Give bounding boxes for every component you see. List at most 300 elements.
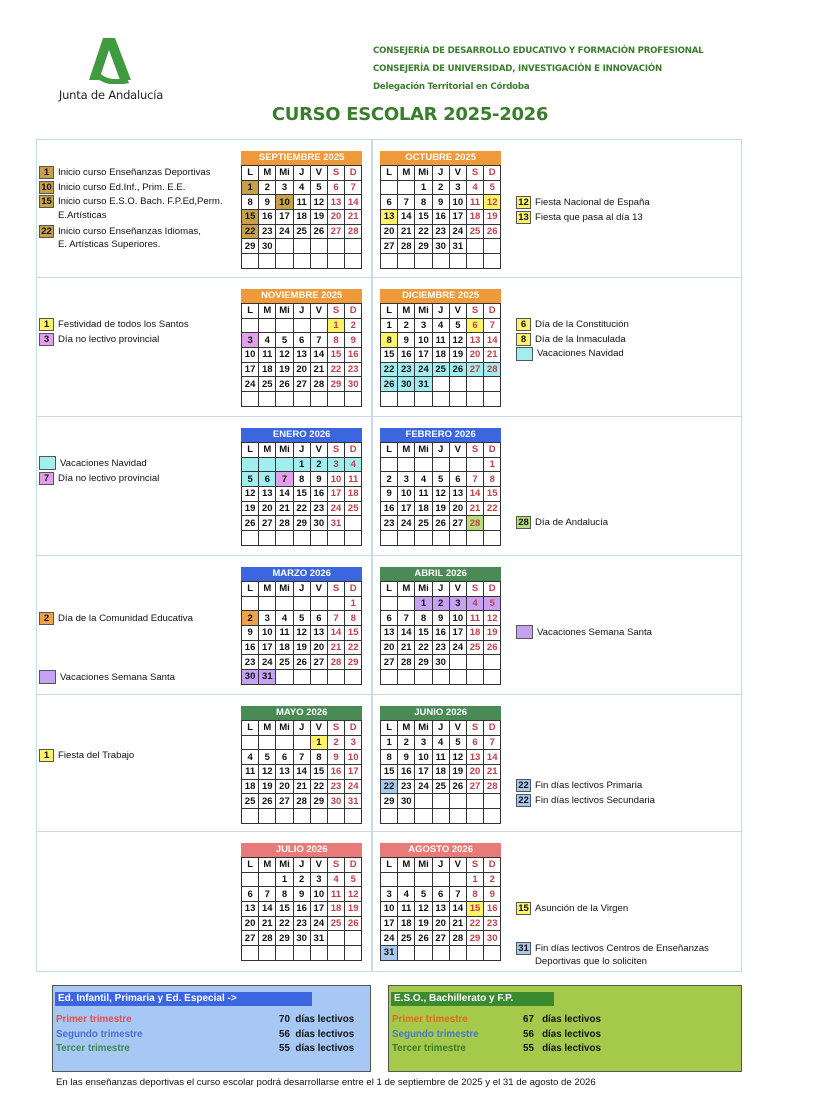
day-cell: 15 [381,765,398,780]
day-cell: 8 [466,887,483,902]
empty-cell [381,457,398,472]
day-cell: 25 [276,655,293,670]
legend-text: Festividad de todos los Santos [58,318,189,330]
weekday-header: V [449,304,466,319]
day-cell: 2 [259,180,276,195]
day-cell: 1 [415,180,432,195]
weekday-header: Mi [415,721,432,736]
day-cell: 24 [259,655,276,670]
empty-cell [327,254,344,269]
empty-cell [276,318,293,333]
day-cell: 13 [259,487,276,502]
empty-cell [466,794,483,809]
day-cell: 11 [432,750,449,765]
empty-cell [242,254,259,269]
day-cell: 25 [293,224,310,239]
weekday-header: S [466,582,483,597]
day-cell: 28 [398,239,415,254]
day-cell: 23 [327,779,344,794]
empty-cell [242,735,259,750]
weekday-header: V [449,582,466,597]
day-cell: 26 [432,516,449,531]
day-cell: 2 [381,472,398,487]
legend-swatch [39,670,56,684]
day-cell: 18 [432,765,449,780]
day-cell: 26 [415,931,432,946]
day-cell: 31 [345,794,362,809]
day-cell: 27 [327,224,344,239]
weekday-header: Mi [276,858,293,873]
day-cell: 18 [466,210,483,225]
day-cell: 2 [432,596,449,611]
legend-item [516,901,709,916]
day-cell: 3 [449,596,466,611]
day-cell: 14 [484,333,501,348]
weekday-header: M [398,858,415,873]
day-cell: 28 [259,931,276,946]
day-cell: 22 [242,224,259,239]
month-title: NOVIEMBRE 2025 [241,289,362,303]
weekday-header: V [449,721,466,736]
weekday-header: M [259,721,276,736]
empty-cell [259,946,276,961]
legend-text: Fiesta que pasa al día 13 [535,211,643,223]
month-table [241,442,362,546]
month-legend [39,748,134,763]
weekday-header: V [449,443,466,458]
day-cell: 30 [259,239,276,254]
weekday-header: D [484,582,501,597]
weekday-header: S [466,166,483,181]
day-cell: 10 [381,902,398,917]
logo-text: Junta de Andalucía [58,88,164,102]
empty-cell [310,670,327,685]
day-cell: 7 [345,180,362,195]
empty-cell [327,931,344,946]
weekday-header: J [432,443,449,458]
legend-item [39,611,193,626]
day-cell: 12 [293,626,310,641]
legend-swatch: 22 [516,779,531,792]
day-cell: 21 [293,779,310,794]
month-title: FEBRERO 2026 [380,428,501,442]
legend-swatch: 6 [516,318,531,331]
trimester-days: 56 días lectivos [523,1029,601,1040]
day-cell: 12 [259,765,276,780]
day-cell: 16 [432,210,449,225]
day-cell: 6 [242,887,259,902]
day-cell: 19 [276,362,293,377]
weekday-header: J [432,304,449,319]
day-cell: 30 [484,931,501,946]
day-cell: 4 [415,472,432,487]
day-cell: 22 [276,916,293,931]
weekday-header: M [259,582,276,597]
day-cell: 18 [415,501,432,516]
day-cell: 4 [466,596,483,611]
empty-cell [484,809,501,824]
legend-item [516,332,629,347]
empty-cell [398,670,415,685]
month-table [380,165,501,269]
day-cell: 7 [484,318,501,333]
day-cell: 4 [276,611,293,626]
day-cell: 3 [242,333,259,348]
day-cell: 8 [276,887,293,902]
weekday-header: S [327,166,344,181]
empty-cell [484,377,501,392]
day-cell: 4 [242,750,259,765]
legend-swatch: 1 [39,749,54,762]
day-cell: 19 [449,348,466,363]
day-cell: 24 [276,224,293,239]
empty-cell [381,596,398,611]
day-cell: 15 [381,348,398,363]
day-cell: 14 [398,210,415,225]
month-legend [516,515,608,530]
weekday-header: L [242,443,259,458]
month-panel [372,417,742,556]
day-cell: 14 [484,750,501,765]
day-cell: 23 [432,640,449,655]
legend-item [516,346,629,361]
empty-cell [310,318,327,333]
day-cell: 6 [259,472,276,487]
weekday-header: S [466,443,483,458]
legend-swatch: 22 [516,794,531,807]
legend-text: Inicio curso E.S.O. Bach. F.P.Ed,Perm. [58,196,223,208]
weekday-header: D [484,858,501,873]
day-cell: 31 [327,516,344,531]
day-cell: 16 [432,626,449,641]
day-cell: 27 [466,779,483,794]
day-cell: 24 [398,516,415,531]
empty-cell [398,531,415,546]
legend-swatch: 22 [39,225,54,238]
legend-text: Fin días lectivos Centros de Enseñanzas [535,942,709,954]
day-cell: 18 [242,779,259,794]
day-cell: 17 [259,640,276,655]
empty-cell [398,809,415,824]
day-cell: 18 [327,902,344,917]
month-table [380,720,501,824]
day-cell: 16 [259,210,276,225]
day-cell: 19 [484,210,501,225]
day-cell: 5 [242,472,259,487]
day-cell: 23 [310,501,327,516]
day-cell: 9 [293,887,310,902]
day-cell: 3 [415,318,432,333]
day-cell: 10 [398,487,415,502]
legend-text: Fin días lectivos Secundaria [535,794,655,806]
day-cell: 24 [310,916,327,931]
weekday-header: V [310,443,327,458]
empty-cell [466,239,483,254]
day-cell: 8 [242,195,259,210]
day-cell: 20 [310,640,327,655]
empty-cell [276,809,293,824]
day-cell: 8 [345,611,362,626]
summary-eso [388,985,742,1072]
day-cell: 28 [466,516,483,531]
weekday-header: L [381,858,398,873]
day-cell: 6 [276,750,293,765]
month-panel [372,695,742,832]
day-cell: 20 [381,224,398,239]
weekday-header: D [484,721,501,736]
weekday-header: S [466,858,483,873]
day-cell: 18 [398,916,415,931]
empty-cell [310,531,327,546]
legend-text: Día de la Inmaculada [535,333,626,345]
day-cell: 23 [293,916,310,931]
trimester-label: Primer trimestre [392,1014,468,1025]
empty-cell [466,457,483,472]
month-legend [39,456,159,485]
legend-item [39,317,189,332]
day-cell: 2 [398,735,415,750]
empty-cell [327,239,344,254]
day-cell: 15 [327,348,344,363]
day-cell: 1 [276,872,293,887]
weekday-header: D [484,443,501,458]
day-cell: 8 [327,333,344,348]
empty-cell [432,809,449,824]
weekday-header: J [432,721,449,736]
empty-cell [449,377,466,392]
day-cell: 21 [484,348,501,363]
legend-item [39,194,223,209]
weekday-header: V [449,858,466,873]
month-title: MARZO 2026 [241,567,362,581]
legend-text: Vacaciones Navidad [537,348,624,360]
day-cell: 3 [415,735,432,750]
day-cell: 5 [259,750,276,765]
day-cell: 20 [242,916,259,931]
day-cell: 24 [327,501,344,516]
day-cell: 24 [415,779,432,794]
empty-cell [415,946,432,961]
empty-cell [381,670,398,685]
empty-cell [293,670,310,685]
day-cell: 8 [293,472,310,487]
empty-cell [310,239,327,254]
empty-cell [310,392,327,407]
day-cell: 21 [310,362,327,377]
day-cell: 11 [242,765,259,780]
empty-cell [345,946,362,961]
legend-item [516,625,652,640]
empty-cell [293,946,310,961]
day-cell: 6 [293,333,310,348]
month-title: MAYO 2026 [241,706,362,720]
month-panel [372,139,742,278]
day-cell: 17 [345,765,362,780]
day-cell: 20 [276,779,293,794]
weekday-header: J [432,166,449,181]
trimester-days: 70 días lectivos [279,1014,355,1025]
day-cell: 27 [449,516,466,531]
weekday-header: S [327,858,344,873]
day-cell: 2 [484,872,501,887]
empty-cell [345,516,362,531]
weekday-header: M [259,858,276,873]
summary-primaria [52,985,371,1072]
empty-cell [484,531,501,546]
weekday-header: Mi [276,443,293,458]
day-cell: 30 [293,931,310,946]
day-cell: 20 [466,765,483,780]
day-cell: 1 [381,318,398,333]
day-cell: 23 [398,779,415,794]
month-calendar [241,567,362,685]
day-cell: 21 [398,224,415,239]
day-cell: 16 [345,348,362,363]
day-cell: 17 [415,765,432,780]
legend-item [516,778,655,793]
empty-cell [381,254,398,269]
footnote: En las enseñanzas deportivas el curso escolar podrá desarrollarse entre el 1 de septiembre de 2025 y el 31 de agosto de 2026 [56,1077,596,1088]
day-cell: 9 [432,611,449,626]
day-cell: 28 [484,362,501,377]
day-cell: 12 [310,195,327,210]
empty-cell [432,872,449,887]
weekday-header: M [259,443,276,458]
legend-item [516,317,629,332]
summary-eso-title: E.S.O., Bachillerato y F.P. [391,992,554,1006]
month-title: SEPTIEMBRE 2025 [241,151,362,165]
empty-cell [415,392,432,407]
day-cell: 17 [310,902,327,917]
empty-cell [293,239,310,254]
empty-cell [484,516,501,531]
empty-cell [449,531,466,546]
empty-cell [345,531,362,546]
day-cell: 1 [484,457,501,472]
day-cell: 2 [398,318,415,333]
weekday-header: D [345,304,362,319]
calendar-row [36,695,742,832]
day-cell: 5 [293,611,310,626]
day-cell: 27 [310,655,327,670]
empty-cell [242,457,259,472]
legend-swatch [516,347,533,361]
day-cell: 11 [327,887,344,902]
weekday-header: D [345,166,362,181]
weekday-header: J [293,858,310,873]
day-cell: 2 [293,872,310,887]
month-title: AGOSTO 2026 [380,843,501,857]
day-cell: 9 [242,626,259,641]
empty-cell [398,254,415,269]
empty-cell [381,872,398,887]
empty-cell [484,655,501,670]
legend-text: Fin días lectivos Primaria [535,779,643,791]
empty-cell [449,946,466,961]
empty-cell [293,735,310,750]
day-cell: 6 [466,735,483,750]
day-cell: 3 [259,611,276,626]
day-cell: 3 [381,887,398,902]
day-cell: 30 [310,516,327,531]
day-cell: 13 [381,210,398,225]
legend-item [39,180,223,195]
empty-cell [415,254,432,269]
day-cell: 8 [484,472,501,487]
day-cell: 12 [484,611,501,626]
legend-swatch: 7 [39,472,54,485]
day-cell: 15 [415,626,432,641]
weekday-header: L [381,721,398,736]
day-cell: 30 [432,655,449,670]
legend-swatch: 15 [39,195,54,208]
month-legend [516,778,655,807]
summary-primaria-title: Ed. Infantil, Primaria y Ed. Especial -> [55,992,312,1006]
empty-cell [345,239,362,254]
legend-text: Vacaciones Semana Santa [60,671,176,683]
day-cell: 14 [276,487,293,502]
empty-cell [432,377,449,392]
empty-cell [466,809,483,824]
calendar-row [36,278,742,417]
empty-cell [432,794,449,809]
weekday-header: J [432,582,449,597]
legend-text: Día de Andalucía [535,516,609,528]
legend-item [39,332,189,347]
day-cell: 9 [398,333,415,348]
day-cell: 26 [449,362,466,377]
empty-cell [259,392,276,407]
day-cell: 26 [345,916,362,931]
day-cell: 29 [276,931,293,946]
legend-swatch [516,625,533,639]
day-cell: 3 [310,872,327,887]
day-cell: 1 [381,735,398,750]
trimester-days: 55 días lectivos [523,1043,601,1054]
legend-item [39,471,159,486]
day-cell: 14 [310,348,327,363]
weekday-header: M [259,166,276,181]
empty-cell [398,392,415,407]
day-cell: 31 [381,946,398,961]
empty-cell [242,392,259,407]
calendar-row [36,556,742,695]
month-calendar [241,289,362,407]
day-cell: 13 [242,902,259,917]
day-cell: 22 [466,916,483,931]
day-cell: 12 [449,750,466,765]
day-cell: 18 [345,487,362,502]
legend-swatch: 13 [516,211,531,224]
day-cell: 5 [432,472,449,487]
legend-text: Inicio curso Ed.Inf., Prim. E.E. [58,181,186,193]
consejeria-1: CONSEJERÍA DE DESARROLLO EDUCATIVO Y FORMACIÓN PROFESIONAL [373,46,704,56]
empty-cell [276,946,293,961]
day-cell: 13 [381,626,398,641]
day-cell: 6 [381,611,398,626]
day-cell: 10 [327,472,344,487]
day-cell: 29 [293,516,310,531]
day-cell: 23 [432,224,449,239]
day-cell: 4 [345,457,362,472]
day-cell: 26 [449,779,466,794]
delegacion: Delegación Territorial en Córdoba [373,82,530,92]
calendar-row [36,139,742,278]
day-cell: 3 [327,457,344,472]
legend-item [516,195,650,210]
day-cell: 3 [276,180,293,195]
empty-cell [293,531,310,546]
